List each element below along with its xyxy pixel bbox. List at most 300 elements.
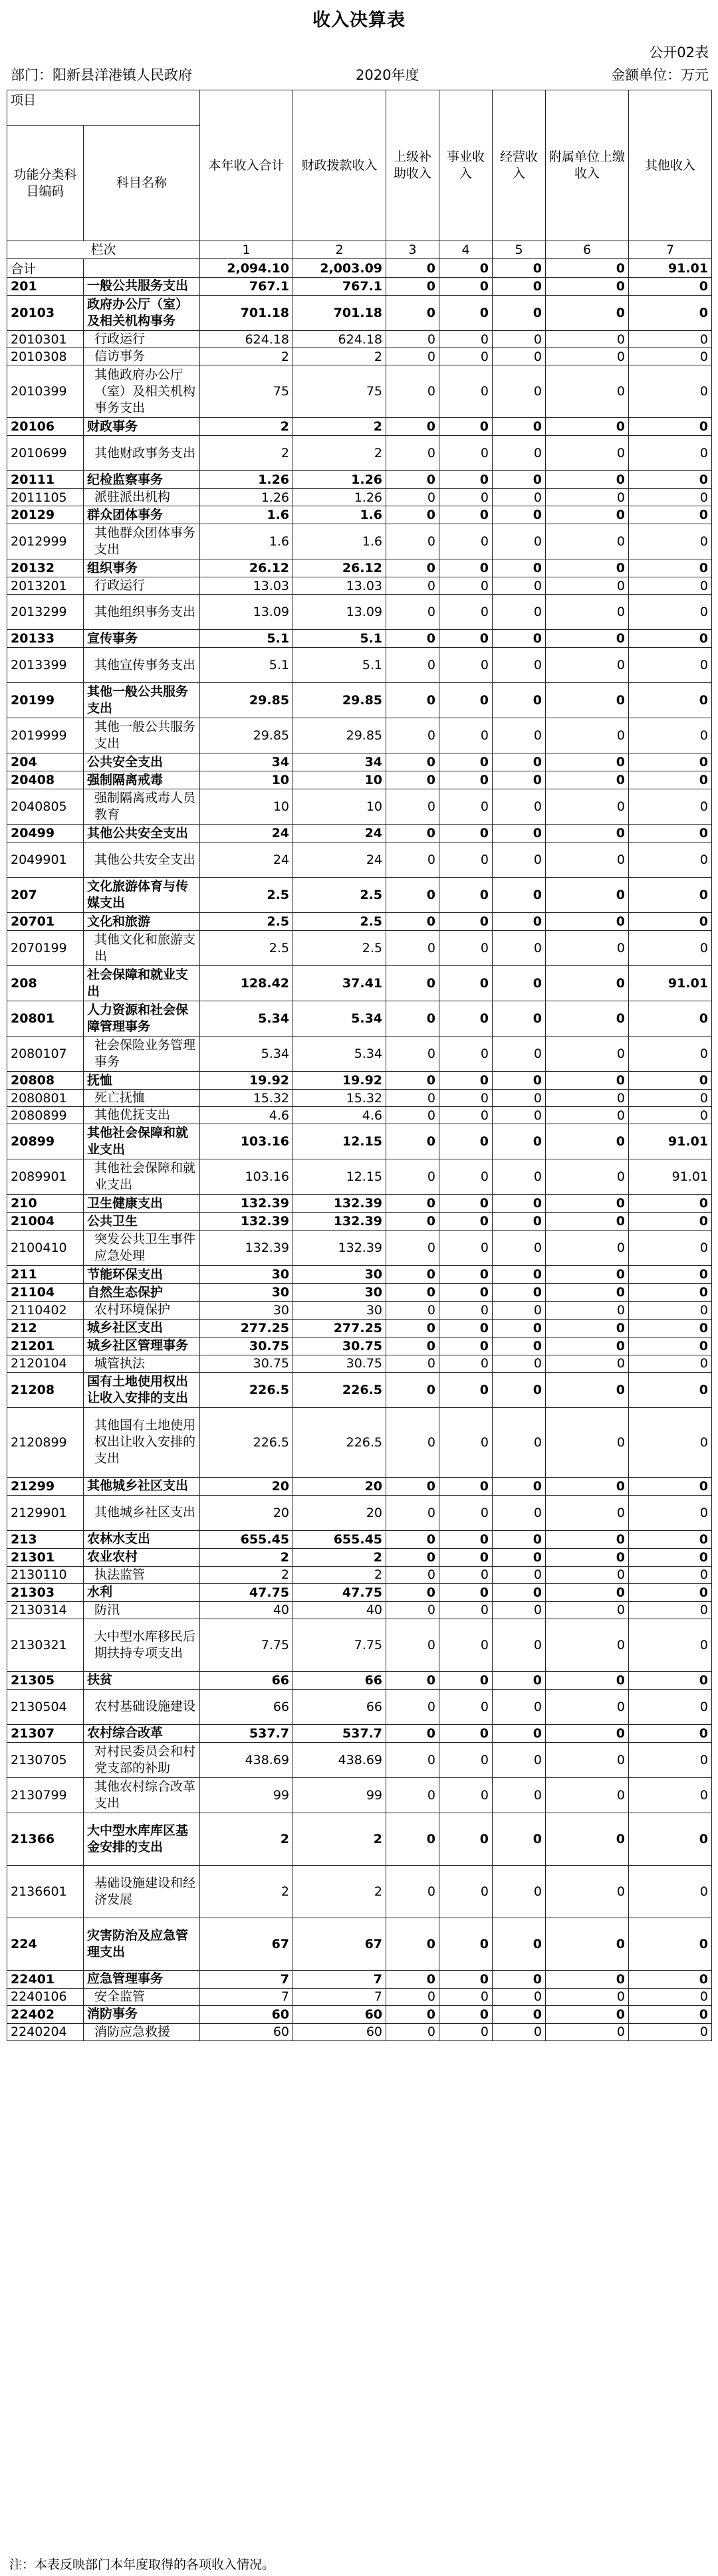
amount-cell: 60	[200, 2005, 293, 2023]
amount-cell: 47.75	[200, 1583, 293, 1601]
table-row	[7, 1724, 712, 1742]
table-row	[7, 1477, 712, 1495]
subject-code-cell: 2130321	[7, 1619, 84, 1671]
amount-cell: 0	[386, 913, 439, 931]
amount-cell: 0	[629, 1337, 712, 1355]
subject-name-cell: 其他城乡社区支出	[84, 1477, 200, 1495]
amount-cell: 67	[200, 1918, 293, 1970]
amount-cell: 2.5	[200, 913, 293, 931]
table-row	[7, 842, 712, 878]
amount-cell: 20	[200, 1495, 293, 1530]
table-row	[7, 1266, 712, 1284]
amount-cell: 5.1	[200, 630, 293, 648]
amount-cell: 0	[386, 1372, 439, 1407]
amount-cell: 767.1	[293, 278, 386, 296]
subject-code-cell: 21299	[7, 1477, 84, 1495]
amount-cell: 5.34	[200, 1037, 293, 1072]
table-row	[7, 789, 712, 825]
amount-cell: 7.75	[293, 1619, 386, 1671]
amount-cell: 26.12	[293, 559, 386, 577]
amount-cell: 0	[386, 1530, 439, 1548]
amount-cell: 0	[493, 1159, 546, 1195]
subject-code-cell: 20801	[7, 1001, 84, 1037]
amount-cell: 0	[493, 1583, 546, 1601]
subject-name-cell: 大中型水库库区基金安排的支出	[84, 1813, 200, 1865]
amount-cell: 0	[546, 1284, 629, 1302]
amount-cell: 5.34	[293, 1037, 386, 1072]
amount-cell: 0	[386, 842, 439, 878]
amount-cell: 226.5	[200, 1372, 293, 1407]
amount-cell: 0	[493, 1619, 546, 1671]
amount-cell: 0	[439, 1266, 493, 1284]
amount-cell: 2	[293, 418, 386, 436]
table-row	[7, 1159, 712, 1195]
amount-cell: 19.92	[200, 1072, 293, 1090]
amount-cell: 0	[493, 1372, 546, 1407]
amount-cell: 2	[293, 1566, 386, 1583]
subject-code-cell: 2080899	[7, 1107, 84, 1124]
subject-name-cell: 其他社会保障和就业支出	[84, 1124, 200, 1159]
amount-cell: 0	[629, 506, 712, 524]
amount-cell: 0	[546, 825, 629, 842]
department-label: 部门：阳新县洋港镇人民政府	[11, 67, 192, 83]
amount-cell: 0	[386, 1988, 439, 2005]
amount-cell: 0	[439, 1302, 493, 1319]
amount-cell: 0	[493, 524, 546, 559]
amount-cell: 0	[439, 2005, 493, 2023]
amount-cell: 226.5	[293, 1407, 386, 1477]
subject-name-cell: 文化和旅游	[84, 913, 200, 931]
amount-cell: 29.85	[200, 683, 293, 718]
table-number-line	[7, 42, 711, 59]
amount-cell: 0	[439, 1689, 493, 1724]
amount-cell: 132.39	[200, 1195, 293, 1213]
amount-cell: 0	[439, 1988, 493, 2005]
amount-cell: 0	[493, 753, 546, 771]
amount-cell: 0	[439, 1671, 493, 1689]
amount-cell: 0	[386, 1124, 439, 1159]
amount-cell: 0	[386, 931, 439, 966]
subject-name-cell: 应急管理事务	[84, 1970, 200, 1988]
subject-code-cell: 2070199	[7, 931, 84, 966]
table-row	[7, 524, 712, 559]
subject-code-cell: 2100410	[7, 1231, 84, 1266]
subject-code-cell: 20499	[7, 825, 84, 842]
amount-cell: 0	[493, 436, 546, 471]
column-index: 4	[439, 241, 493, 259]
amount-cell: 624.18	[293, 331, 386, 348]
table-row	[7, 1918, 712, 1970]
amount-cell: 0	[439, 1124, 493, 1159]
subject-name-cell: 防汛	[84, 1601, 200, 1619]
amount-cell: 10	[293, 789, 386, 825]
table-row	[7, 1407, 712, 1477]
amount-cell: 0	[439, 2023, 493, 2040]
amount-cell: 0	[386, 1689, 439, 1724]
amount-cell: 0	[629, 595, 712, 630]
table-row	[7, 1319, 712, 1337]
amount-cell: 0	[439, 1037, 493, 1072]
subject-code-cell: 20111	[7, 471, 84, 489]
subject-code-cell: 2012999	[7, 524, 84, 559]
amount-cell: 0	[629, 418, 712, 436]
column-index: 5	[493, 241, 546, 259]
amount-cell: 99	[200, 1777, 293, 1813]
amount-cell: 13.03	[293, 577, 386, 595]
amount-cell: 0	[629, 842, 712, 878]
amount-cell: 2.5	[293, 878, 386, 913]
amount-cell: 0	[493, 259, 546, 278]
amount-cell: 0	[546, 630, 629, 648]
amount-cell: 0	[439, 630, 493, 648]
amount-cell: 0	[546, 2005, 629, 2023]
amount-cell: 30	[200, 1302, 293, 1319]
amount-cell: 2	[293, 1548, 386, 1566]
amount-cell: 0	[386, 1213, 439, 1231]
amount-cell: 0	[546, 418, 629, 436]
subject-name-cell: 其他文化和旅游支出	[84, 931, 200, 966]
amount-cell: 0	[439, 1372, 493, 1407]
subject-name-cell: 其他一般公共服务支出	[84, 683, 200, 718]
amount-cell: 438.69	[200, 1742, 293, 1777]
amount-cell: 0	[546, 1037, 629, 1072]
subject-code-cell: 20129	[7, 506, 84, 524]
amount-cell: 0	[629, 825, 712, 842]
subject-name-cell: 死亡抚恤	[84, 1090, 200, 1107]
amount-cell: 30	[293, 1266, 386, 1284]
amount-cell: 13.09	[200, 595, 293, 630]
amount-cell: 0	[386, 1671, 439, 1689]
amount-cell: 0	[629, 1619, 712, 1671]
amount-cell: 30	[200, 1266, 293, 1284]
subject-code-cell: 224	[7, 1918, 84, 1970]
amount-cell: 0	[439, 1159, 493, 1195]
table-row	[7, 577, 712, 595]
subject-code-cell: 2010308	[7, 348, 84, 365]
amount-cell: 0	[439, 913, 493, 931]
amount-cell: 0	[493, 1742, 546, 1777]
amount-cell: 0	[629, 1407, 712, 1477]
amount-cell: 0	[439, 471, 493, 489]
amount-cell: 655.45	[200, 1530, 293, 1548]
amount-cell: 0	[546, 931, 629, 966]
total-row	[7, 259, 712, 278]
subject-code-cell: 20899	[7, 1124, 84, 1159]
table-row	[7, 966, 712, 1001]
amount-cell: 91.01	[629, 259, 712, 278]
subject-code-cell: 20701	[7, 913, 84, 931]
amount-cell: 0	[439, 1742, 493, 1777]
subject-name-cell: 灾害防治及应急管理支出	[84, 1918, 200, 1970]
table-row	[7, 365, 712, 418]
amount-cell: 12.15	[293, 1124, 386, 1159]
subject-code-cell: 2040805	[7, 789, 84, 825]
subject-name-cell: 消防应急救援	[84, 2023, 200, 2040]
amount-cell: 132.39	[200, 1213, 293, 1231]
amount-cell: 0	[546, 1530, 629, 1548]
amount-cell: 0	[493, 1548, 546, 1566]
amount-cell: 0	[439, 331, 493, 348]
amount-cell: 0	[493, 1918, 546, 1970]
amount-cell: 0	[386, 471, 439, 489]
amount-cell: 0	[386, 1566, 439, 1583]
amount-cell: 0	[546, 1495, 629, 1530]
amount-cell: 0	[386, 1601, 439, 1619]
table-row	[7, 630, 712, 648]
table-row	[7, 1337, 712, 1355]
subject-code-cell: 208	[7, 966, 84, 1001]
fiscal-year: 2020年度	[356, 67, 419, 83]
amount-cell: 0	[546, 1777, 629, 1813]
amount-cell: 47.75	[293, 1583, 386, 1601]
amount-cell: 0	[439, 1337, 493, 1355]
amount-cell: 0	[546, 1266, 629, 1284]
amount-cell: 0	[546, 559, 629, 577]
amount-cell: 0	[629, 1302, 712, 1319]
amount-cell: 0	[493, 1266, 546, 1284]
table-row	[7, 2005, 712, 2023]
subject-code-cell: 21208	[7, 1372, 84, 1407]
amount-cell: 0	[493, 789, 546, 825]
subject-code-cell: 20133	[7, 630, 84, 648]
table-row	[7, 348, 712, 365]
amount-cell: 0	[493, 771, 546, 789]
amount-cell: 0	[439, 683, 493, 718]
amount-cell: 0	[439, 1724, 493, 1742]
amount-cell: 2	[200, 418, 293, 436]
amount-cell: 0	[386, 436, 439, 471]
subject-code-cell: 2019999	[7, 718, 84, 753]
amount-cell: 0	[386, 1284, 439, 1302]
amount-cell: 0	[629, 278, 712, 296]
subject-name-cell: 其他城乡社区支出	[84, 1495, 200, 1530]
amount-cell: 0	[629, 296, 712, 331]
subject-code-cell: 合计	[7, 259, 84, 278]
amount-cell: 0	[439, 1583, 493, 1601]
amount-cell: 624.18	[200, 331, 293, 348]
amount-cell: 5.34	[200, 1001, 293, 1037]
amount-cell: 30	[293, 1284, 386, 1302]
amount-cell: 0	[629, 789, 712, 825]
amount-cell: 0	[439, 1090, 493, 1107]
superior-subsidy-header: 上级补助收入	[386, 90, 439, 241]
amount-cell: 1.6	[200, 524, 293, 559]
amount-cell: 1.6	[293, 524, 386, 559]
subject-code-cell: 2010399	[7, 365, 84, 418]
amount-cell: 0	[439, 825, 493, 842]
amount-cell: 0	[439, 1495, 493, 1530]
amount-cell: 0	[493, 471, 546, 489]
amount-cell: 0	[546, 331, 629, 348]
subject-name-cell: 文化旅游体育与传媒支出	[84, 878, 200, 913]
amount-cell: 0	[546, 1724, 629, 1742]
amount-cell: 0	[493, 595, 546, 630]
amount-cell: 0	[493, 331, 546, 348]
subject-code-cell: 21303	[7, 1583, 84, 1601]
amount-cell: 0	[493, 1302, 546, 1319]
table-row	[7, 1988, 712, 2005]
amount-cell: 10	[200, 771, 293, 789]
subject-name-cell: 扶贫	[84, 1671, 200, 1689]
amount-cell: 655.45	[293, 1530, 386, 1548]
table-row	[7, 1548, 712, 1566]
amount-cell: 0	[629, 471, 712, 489]
amount-cell: 2	[293, 1813, 386, 1865]
amount-cell: 0	[386, 1090, 439, 1107]
income-table-body	[7, 259, 712, 2041]
amount-cell: 0	[493, 1213, 546, 1231]
amount-cell: 24	[293, 842, 386, 878]
subject-code-cell: 2011105	[7, 489, 84, 506]
amount-cell: 26.12	[200, 559, 293, 577]
amount-cell: 0	[386, 1072, 439, 1090]
amount-cell: 0	[493, 418, 546, 436]
amount-cell: 0	[629, 753, 712, 771]
amount-cell: 0	[439, 1548, 493, 1566]
amount-cell: 701.18	[200, 296, 293, 331]
amount-cell: 0	[546, 966, 629, 1001]
amount-cell: 0	[546, 1001, 629, 1037]
subject-name-cell: 其他公共安全支出	[84, 842, 200, 878]
amount-cell: 0	[546, 1601, 629, 1619]
subject-code-cell: 2130504	[7, 1689, 84, 1724]
amount-cell: 0	[386, 2023, 439, 2040]
amount-cell: 0	[493, 1671, 546, 1689]
amount-cell: 15.32	[200, 1090, 293, 1107]
subject-code-cell: 2010301	[7, 331, 84, 348]
amount-cell: 0	[546, 878, 629, 913]
table-row	[7, 296, 712, 331]
amount-cell: 0	[546, 789, 629, 825]
table-row	[7, 1619, 712, 1671]
subject-name-cell: 农林水支出	[84, 1530, 200, 1548]
amount-cell: 0	[629, 1566, 712, 1583]
amount-cell: 0	[386, 489, 439, 506]
amount-cell: 0	[439, 1970, 493, 1988]
subject-name-cell: 强制隔离戒毒	[84, 771, 200, 789]
subject-name-cell: 节能环保支出	[84, 1266, 200, 1284]
subject-name-cell: 安全监管	[84, 1988, 200, 2005]
table-row	[7, 1302, 712, 1319]
subject-code-cell: 2013399	[7, 648, 84, 683]
amount-cell: 226.5	[200, 1407, 293, 1477]
amount-cell: 0	[546, 648, 629, 683]
table-row	[7, 683, 712, 718]
subject-name-cell: 社会保险业务管理事务	[84, 1037, 200, 1072]
amount-cell: 0	[386, 1302, 439, 1319]
amount-cell: 0	[493, 577, 546, 595]
amount-cell: 4.6	[293, 1107, 386, 1124]
amount-cell: 0	[629, 1090, 712, 1107]
amount-cell: 0	[386, 1231, 439, 1266]
subject-name-cell: 其他一般公共服务支出	[84, 718, 200, 753]
amount-cell: 0	[629, 1213, 712, 1231]
table-row	[7, 1195, 712, 1213]
amount-cell: 0	[439, 506, 493, 524]
subject-name-cell: 自然生态保护	[84, 1284, 200, 1302]
subject-name-cell: 一般公共服务支出	[84, 278, 200, 296]
amount-cell: 277.25	[293, 1319, 386, 1337]
amount-cell: 0	[439, 878, 493, 913]
subject-code-cell: 21366	[7, 1813, 84, 1865]
amount-cell: 0	[546, 1355, 629, 1372]
amount-cell: 91.01	[629, 966, 712, 1001]
amount-cell: 0	[546, 683, 629, 718]
table-row	[7, 878, 712, 913]
amount-cell: 91.01	[629, 1124, 712, 1159]
amount-cell: 132.39	[293, 1195, 386, 1213]
amount-cell: 12.15	[293, 1159, 386, 1195]
subject-code-cell: 20106	[7, 418, 84, 436]
amount-cell: 0	[546, 771, 629, 789]
amount-cell: 0	[629, 1813, 712, 1865]
amount-cell: 0	[439, 1813, 493, 1865]
amount-cell: 0	[439, 559, 493, 577]
amount-cell: 0	[493, 683, 546, 718]
subject-name-cell: 消防事务	[84, 2005, 200, 2023]
amount-cell: 0	[546, 595, 629, 630]
subject-code-cell: 22402	[7, 2005, 84, 2023]
amount-cell: 0	[439, 1213, 493, 1231]
amount-cell: 0	[386, 966, 439, 1001]
amount-cell: 2	[293, 348, 386, 365]
amount-cell: 0	[546, 1970, 629, 1988]
amount-cell: 0	[546, 489, 629, 506]
amount-cell: 0	[629, 1372, 712, 1407]
amount-cell: 60	[293, 2005, 386, 2023]
amount-cell: 0	[493, 1090, 546, 1107]
subject-name-cell: 其他公共安全支出	[84, 825, 200, 842]
amount-cell: 30.75	[200, 1337, 293, 1355]
amount-cell: 0	[386, 259, 439, 278]
subject-name-cell: 公共卫生	[84, 1213, 200, 1231]
amount-cell: 2	[200, 1548, 293, 1566]
amount-cell: 0	[629, 913, 712, 931]
amount-cell: 0	[439, 789, 493, 825]
amount-cell: 0	[546, 1813, 629, 1865]
amount-cell: 0	[439, 436, 493, 471]
amount-cell: 0	[439, 1355, 493, 1372]
table-row	[7, 1090, 712, 1107]
amount-cell: 1.6	[293, 506, 386, 524]
amount-cell: 0	[386, 1001, 439, 1037]
amount-cell: 0	[439, 1107, 493, 1124]
amount-cell: 0	[493, 278, 546, 296]
amount-cell: 0	[386, 524, 439, 559]
amount-unit: 金额单位：万元	[611, 67, 709, 83]
table-row	[7, 1742, 712, 1777]
subject-name-cell: 城乡社区支出	[84, 1319, 200, 1337]
amount-cell: 0	[546, 577, 629, 595]
amount-cell: 0	[386, 1407, 439, 1477]
subject-name-cell: 行政运行	[84, 577, 200, 595]
amount-cell: 2	[200, 1566, 293, 1583]
amount-cell: 0	[629, 1988, 712, 2005]
table-number: 公开02表	[649, 45, 709, 60]
subject-name-cell: 国有土地使用权出让收入安排的支出	[84, 1372, 200, 1407]
amount-cell: 0	[386, 1037, 439, 1072]
subject-name-cell: 政府办公厅（室）及相关机构事务	[84, 296, 200, 331]
amount-cell: 132.39	[293, 1213, 386, 1231]
amount-cell: 2.5	[293, 931, 386, 966]
table-row	[7, 1001, 712, 1037]
amount-cell: 0	[629, 1477, 712, 1495]
table-row	[7, 1865, 712, 1918]
amount-cell: 0	[629, 1671, 712, 1689]
subject-name-cell: 其他农村综合改革支出	[84, 1777, 200, 1813]
amount-cell: 0	[546, 1566, 629, 1583]
amount-cell: 0	[493, 348, 546, 365]
